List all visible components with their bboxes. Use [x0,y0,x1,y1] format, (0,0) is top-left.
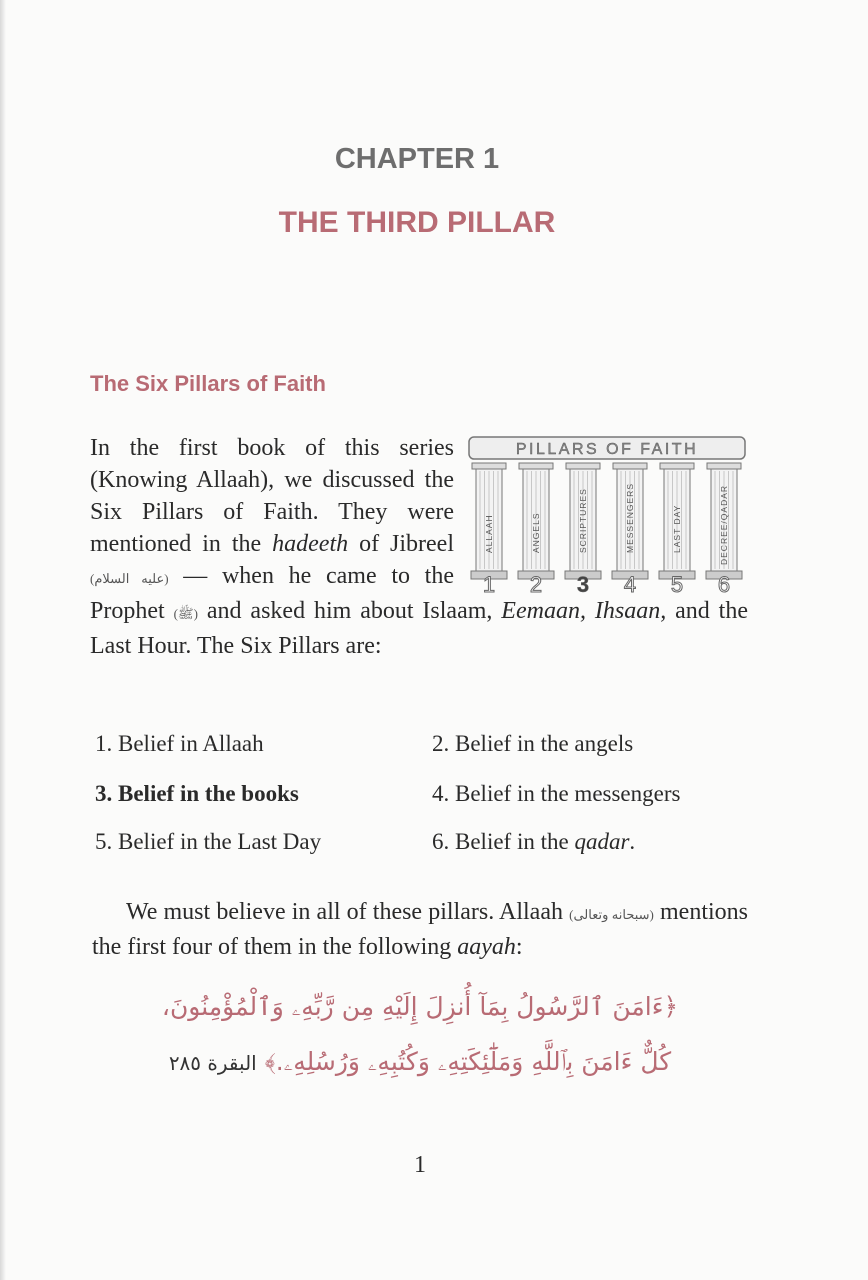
pillar [565,463,601,579]
list-item: 2. Belief in the angels [432,731,634,756]
second-paragraph: We must believe in all of these pillars. Allaah (سبحانه وتعالى) mentions the first four of them in the following aayah: [92,899,749,960]
pillar [612,463,648,579]
pillar-label: ANGELS [531,512,541,553]
pillar-number: 6 [717,572,731,593]
pillar-label: LAST DAY [672,504,682,553]
pillar [471,463,507,579]
pillar-label: SCRIPTURES [578,488,588,553]
chapter-title: THE THIRD PILLAR [278,206,556,239]
pillar [659,463,695,579]
honorific-prophet: (ﷺ) [173,606,198,621]
page-edge-shadow [0,0,6,1280]
page-number: 1 [414,1152,426,1178]
list-item: 6. Belief in the qadar. [432,829,636,854]
honorific-allaah: (سبحانه وتعالى) [569,907,654,922]
banner-text: PILLARS OF FAITH [515,441,699,458]
pillar-number: 4 [623,572,637,593]
pillars-of-faith-figure [466,435,748,593]
honorific-jibreel: (عليه السلام) [90,571,169,586]
pillar-label: MESSENGERS [625,483,635,553]
intro-paragraph: PILLARS OF FAITH ALLAAH ANGELS SCRIPTURES MESSENGERS LAST DAY DECREE/QADAR 1 2 3 4 5 6 In the first book of this series (Knowing Allaah), we discussed the Six Pillars of Faith. They were mentioned in the hadeeth of Jibreel (عليه السلام) — when he came to the Prophet (ﷺ) and asked him about Islaam, Eemaan, Ihsaan, and the Last Hour. The Six Pillars are: [90,435,748,659]
section-heading: The Six Pillars of Faith [90,371,326,396]
verse-reference: البقرة ٢٨٥ [168,1051,257,1075]
quran-verse-line-2: كُلٌّ ءَامَنَ بِٱللَّهِ وَمَلَٰٓئِكَتِهِۦ وَكُتُبِهِۦ وَرُسُلِهِۦ.﴾ البقرة ٢٨٥ [168,1047,672,1076]
pillar-label: DECREE/QADAR [719,484,729,565]
list-item: 4. Belief in the messengers [432,781,681,806]
pillar-number: 1 [482,572,496,593]
pillar-label: ALLAAH [484,514,494,553]
quran-verse-line-1: ﴿ءَامَنَ ٱلرَّسُولُ بِمَآ أُنزِلَ إِلَيْهِ مِن رَّبِّهِۦ وَٱلْمُؤْمِنُونَ، [161,992,679,1021]
pillar-number: 2 [529,572,543,593]
pillar-number: 5 [670,572,684,593]
list-item: 1. Belief in Allaah [95,731,264,756]
pillar [706,463,742,579]
chapter-number: CHAPTER 1 [334,143,500,175]
list-item: 5. Belief in the Last Day [95,829,322,854]
pillar-number: 3 [576,572,590,593]
list-item-highlighted: 3. Belief in the books [95,781,299,806]
pillar [518,463,554,579]
